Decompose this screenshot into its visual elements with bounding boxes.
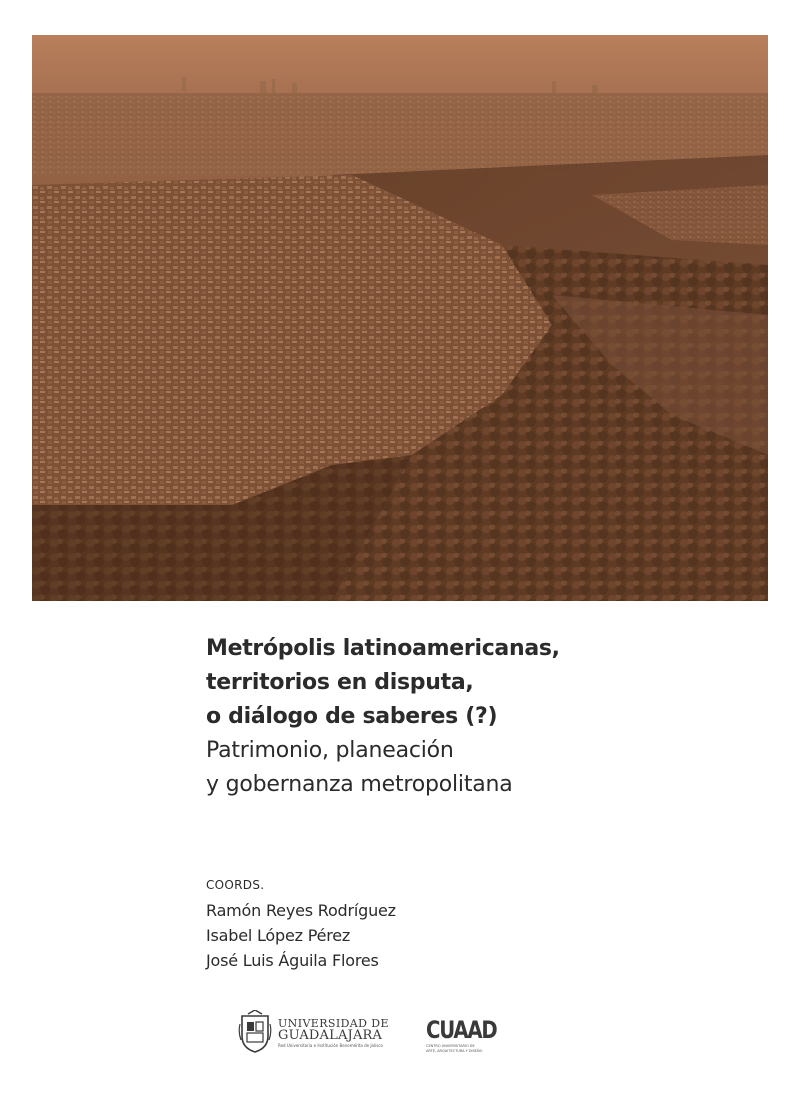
udg-name-line-1: UNIVERSIDAD DE (278, 1017, 389, 1030)
book-title-line-3: o diálogo de saberes (?) (206, 704, 498, 729)
coordinator-name: José Luis Águila Flores (206, 951, 379, 970)
cuaad-subtitle-line-2: ARTE, ARQUITECTURA Y DISEÑO (426, 1048, 483, 1053)
coordinators-block (206, 876, 606, 973)
aerial-city-photo (32, 35, 768, 601)
coordinator-name: Ramón Reyes Rodríguez (206, 901, 396, 920)
university-shield-icon (238, 1010, 272, 1054)
udg-name-line-2: GUADALAJARA (278, 1028, 383, 1043)
book-title-line-2: territorios en disputa, (206, 670, 474, 695)
udg-logo (238, 1008, 388, 1060)
cover-photo (32, 35, 768, 601)
cuaad-subtitle-line-1: CENTRO UNIVERSITARIO DE (426, 1044, 475, 1048)
coordinators-label: COORDS. (206, 878, 265, 892)
book-subtitle-line-1: Patrimonio, planeación (206, 738, 454, 763)
cuaad-wordmark: CUAAD (426, 1016, 497, 1044)
book-subtitle-line-2: y gobernanza metropolitana (206, 772, 513, 797)
book-title-line-1: Metrópolis latinoamericanas, (206, 636, 560, 661)
coordinator-name: Isabel López Pérez (206, 926, 351, 945)
udg-tagline: Red Universitaria e Institución Benemérita de Jalisco (278, 1043, 383, 1048)
cuaad-logo (426, 1016, 497, 1062)
title-block (206, 632, 766, 802)
publisher-logos (238, 1008, 538, 1064)
